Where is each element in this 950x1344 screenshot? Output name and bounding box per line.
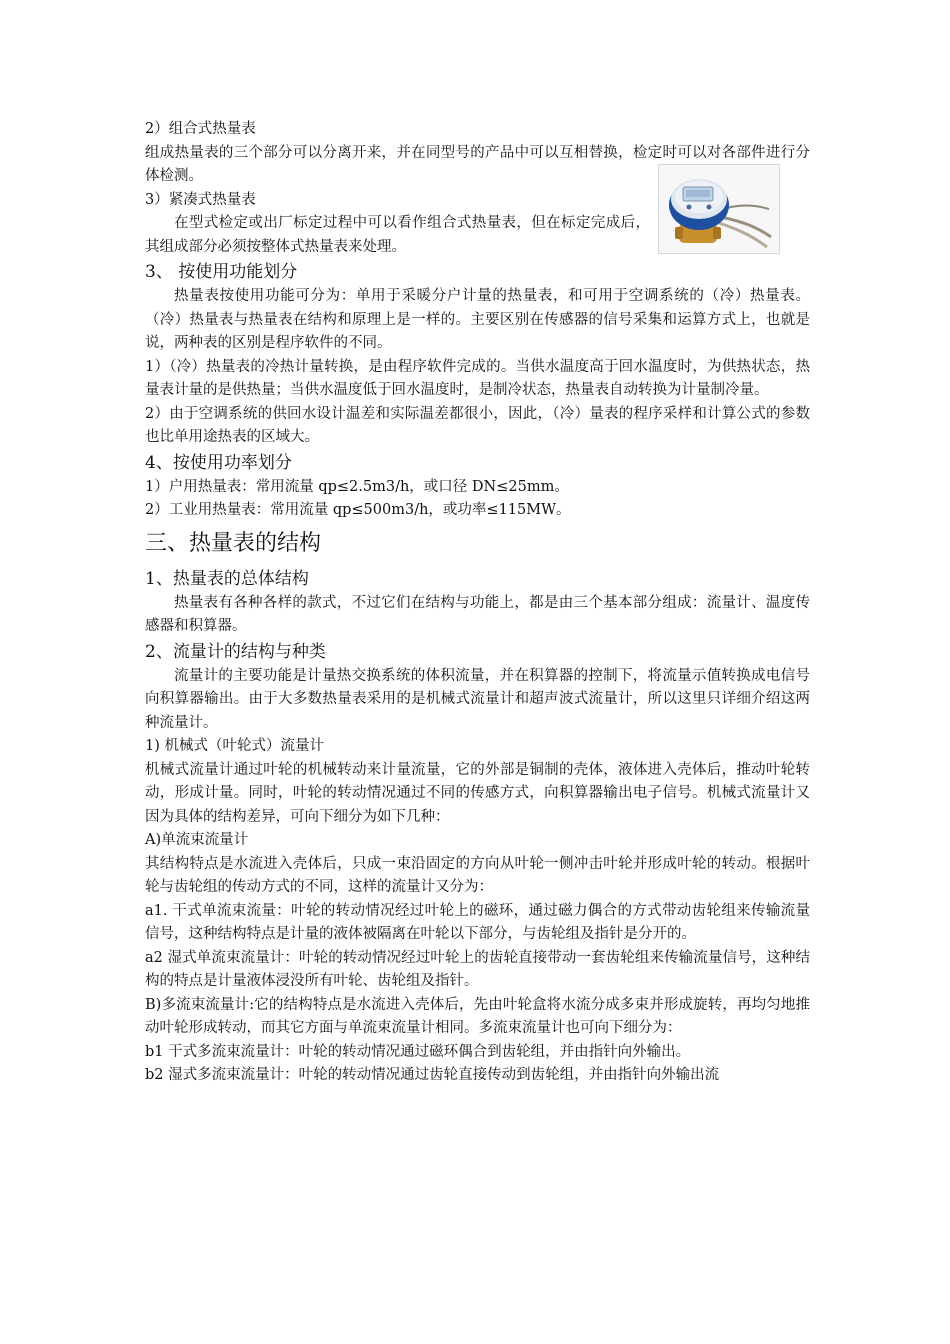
heading-combined-meter: 2）组合式热量表: [145, 121, 256, 137]
paragraph-by-usage: 热量表按使用功能可分为：单用于采暖分户计量的热量表，和可用于空调系统的（冷）热量表。（冷）热量表与热量表在结构和原理上是一样的。主要区别在传感器的信号采集和运算方式上，也就是说，两种表的区别是程序软件的不同。: [145, 288, 810, 351]
paragraph-a1: a1. 干式单流束流量：叶轮的转动情况经过叶轮上的磁环，通过磁力偶合的方式带动齿轮组来传输流量信号，这种结构特点是计量的液体被隔离在叶轮以下部分，与齿轮组及指针是分开的。: [145, 902, 810, 942]
paragraph-compact-meter: 在型式检定或出厂标定过程中可以看作组合式热量表，但在标定完成后，其组成部分必须按整体式热量表来处理。: [145, 215, 650, 255]
paragraph-a2: a2 湿式单流束流量计：叶轮的转动情况经过叶轮上的齿轮直接带动一套齿轮组来传输流量信号，这种结构的特点是计量液体浸没所有叶轮、齿轮组及指针。: [145, 949, 810, 989]
paragraph-mechanical-flowmeter: 机械式流量计通过叶轮的机械转动来计量流量，它的外部是铜制的壳体，液体进入壳体后，推动叶轮转动，形成计量。同时，叶轮的转动情况通过不同的传感方式，向积算器输出电子信号。机械式流量计又因为具体的结构差异，可向下细分为如下几种：: [145, 761, 810, 825]
section-title-structure: 三、热量表的结构: [145, 530, 322, 556]
paragraph-usage-1: 1）（冷）热量表的冷热计量转换，是由程序软件完成的。当供水温度高于回水温度时，为供热状态，热量表计量的是供热量；当供水温度低于回水温度时，是制冷状态，热量表自动转换为计量制冷量。: [145, 358, 810, 398]
paragraph-combined-meter: 组成热量表的三个部分可以分离开来，并在同型号的产品中可以互相替换，检定时可以对各部件进行分体检测。: [145, 144, 810, 184]
heading-by-usage: 3、 按使用功能划分: [145, 262, 298, 282]
paragraph-b1: b1 干式多流束流量计：叶轮的转动情况通过磁环偶合到齿轮组，并由指针向外输出。: [145, 1043, 691, 1060]
paragraph-power-2: 2）工业用热量表：常用流量 qp≤500m3/h，或功率≤115MW。: [145, 502, 571, 518]
heading-overall-structure: 1、热量表的总体结构: [145, 568, 309, 589]
paragraph-multi-jet: B)多流束流量计:它的结构特点是水流进入壳体后，先由叶轮盒将水流分成多束并形成旋转，再均匀地推动叶轮形成转动，而其它方面与单流束流量计相同。多流束流量计也可向下细分为：: [145, 996, 810, 1036]
heading-flowmeter-types: 2、流量计的结构与种类: [145, 641, 326, 662]
paragraph-power-1: 1）户用热量表：常用流量 qp≤2.5m3/h，或口径 DN≤25mm。: [145, 478, 569, 495]
paragraph-flowmeter-types: 流量计的主要功能是计量热交换系统的体积流量，并在积算器的控制下，将流量示值转换成电信号向积算器输出。由于大多数热量表采用的是机械式流量计和超声波式流量计，所以这里只详细介绍这两种流量计。: [145, 667, 810, 731]
document-page: [145, 118, 810, 1088]
heading-by-power: 4、按使用功率划分: [145, 452, 292, 473]
paragraph-overall-structure: 热量表有各种各样的款式，不过它们在结构与功能上，都是由三个基本部分组成：流量计、温度传感器和积算器。: [145, 594, 810, 634]
paragraph-b2: b2 湿式多流束流量计：叶轮的转动情况通过齿轮直接传动到齿轮组，并由指针向外输出流: [145, 1067, 720, 1083]
heading-mechanical-flowmeter: 1) 机械式（叶轮式）流量计: [145, 738, 324, 754]
heading-compact-meter: 3）紧凑式热量表: [145, 191, 256, 208]
paragraph-single-jet: 其结构特点是水流进入壳体后，只成一束沿固定的方向从叶轮一侧冲击叶轮并形成叶轮的转动。根据叶轮与齿轮组的传动方式的不同，这样的流量计又分为：: [145, 855, 810, 895]
paragraph-usage-2: 2）由于空调系统的供回水设计温差和实际温差都很小，因此，（冷）量表的程序采样和计算公式的参数也比单用途热表的区域大。: [145, 405, 810, 445]
heading-single-jet: A)单流束流量计: [145, 832, 249, 848]
